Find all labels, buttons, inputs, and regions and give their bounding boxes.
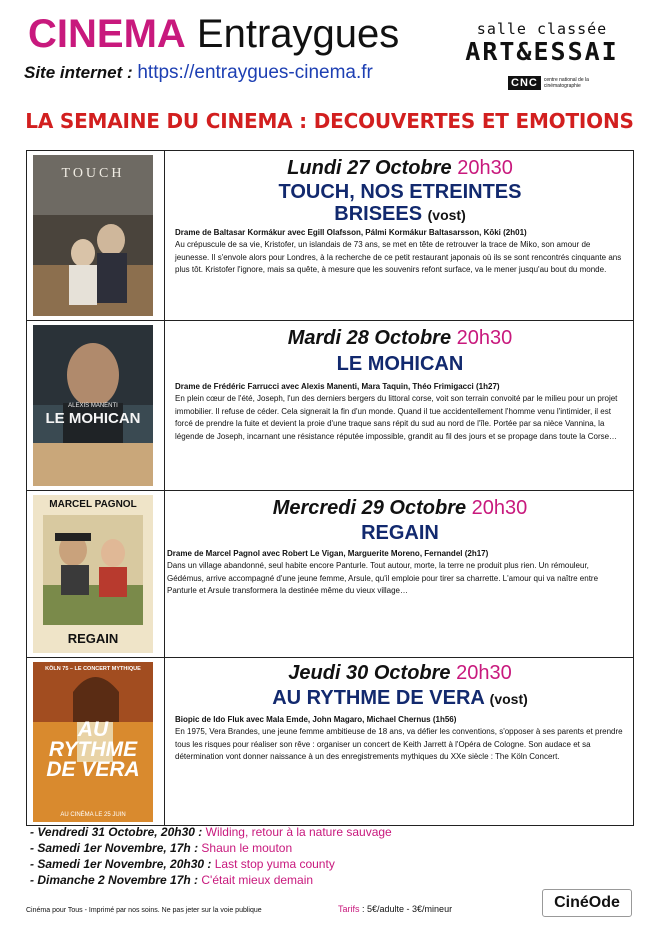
screening-row: [27, 151, 633, 321]
film-title: [167, 687, 633, 710]
poster-vera-title: AU RYTHME DE VERA: [46, 718, 140, 781]
screening-info: [167, 658, 633, 826]
screening-hour: 20h30: [457, 157, 513, 179]
screening-info: [167, 321, 633, 490]
cnc-logo-text: centre national de la cinématographie: [543, 77, 589, 89]
screening-hour: 20h30: [471, 497, 528, 519]
extra-when: - Vendredi 31 Octobre, 20h30 :: [30, 825, 206, 839]
cnc-logo: [508, 74, 604, 92]
screening-info: [167, 151, 633, 320]
film-title-line1: TOUCH, NOS ETREINTES: [278, 181, 522, 203]
screening-day: Jeudi 30 Octobre: [288, 662, 451, 684]
programme-table: [26, 150, 634, 826]
site-url-link[interactable]: https://entraygues-cinema.fr: [137, 62, 373, 83]
film-title: [167, 353, 633, 375]
screening-day: Lundi 27 Octobre: [287, 157, 452, 179]
tarifs: [338, 904, 452, 914]
film-synopsis: En plein cœur de l'été, Joseph, l'un des derniers bergers du littoral corse, voit son terrain convoité par le milieu pour un projet immobilier. Il refuse de céder. Cela signerait la fin d'un monde. Quand il tue accidentellement l'homme venu l'intimider, il est forcé de prendre la fuite et devient la proie d'une traque sans répit du sud au nord de l'île. Portée par sa nièce Vannina, la légende de Joseph, incarnant une résistance réputée impossible, grandit au fil des jours et se propage dans toute la Corse…: [175, 394, 618, 441]
art-essai-line1: salle classée: [476, 20, 608, 38]
screening-date: [167, 497, 633, 520]
extra-film: Wilding, retour à la nature sauvage: [205, 825, 392, 839]
extra-film: Shaun le mouton: [201, 841, 293, 855]
poster-cell: [27, 658, 165, 826]
poster-regain-author: MARCEL PAGNOL: [49, 499, 137, 510]
list-item: [30, 856, 392, 872]
art-essai-logo: [442, 20, 642, 66]
site-label: Site internet :: [24, 63, 138, 82]
poster-mohican-title: LE MOHICAN: [45, 410, 141, 427]
list-item: [30, 840, 392, 856]
poster-cell: [27, 151, 165, 320]
screening-row: [27, 321, 633, 491]
screening-date: [167, 662, 633, 685]
poster-touch: [33, 155, 153, 316]
screening-day: Mercredi 29 Octobre: [272, 497, 467, 519]
poster-cell: [27, 321, 165, 490]
screening-date: [167, 327, 633, 350]
poster-touch-title: TOUCH: [61, 166, 125, 181]
extra-when: - Dimanche 2 Novembre 17h :: [30, 873, 202, 887]
list-item: [30, 824, 392, 840]
website-line: [24, 62, 373, 84]
poster-regain: [33, 495, 153, 653]
tarifs-value: : 5€/adulte - 3€/mineur: [359, 904, 453, 914]
cineode-logo: CinéOde: [542, 889, 632, 917]
film-title-line1: AU RYTHME DE VERA: [272, 687, 485, 709]
extra-film: Last stop yuma county: [214, 857, 335, 871]
film-synopsis: Au crépuscule de sa vie, Kristofer, un islandais de 73 ans, se met en tête de retrouver la trace de Miko, son amour de jeunesse. Il s'envole alors pour Londres, à la recherche de ce petit restaurant japonais où ils se sont rencontrés cinquante ans plus tôt. Kristofer l'ignore, mais sa quête, à mesure que les souvenirs refont surface, va le mener jusqu'au bout du monde.: [175, 240, 622, 274]
brand-town: Entraygues: [196, 12, 400, 56]
screening-info: [167, 491, 633, 657]
cnc-logo-mark: CNC: [508, 76, 541, 90]
film-synopsis: En 1975, Vera Brandes, une jeune femme ambitieuse de 18 ans, va défier les conventions, s'opposer à ses parents et prendre tous les risques pour réaliser son rêve : organiser un concert de Keith Jarrett à l'Opéra de Cologne. Son audace et sa détermination vont donner naissance à un des enregistrements mythiques du XXe siècle : The Köln Concert.: [175, 727, 623, 761]
poster-mohican-actor: ALEXIS MANENTI: [68, 403, 118, 409]
page-headline: LA SEMAINE DU CINEMA : DECOUVERTES ET EMOTIONS: [25, 109, 634, 133]
brand-main: CINEMA: [28, 12, 186, 56]
screening-row: [27, 658, 633, 826]
film-credits: Drame de Baltasar Kormákur avec Egill Olafsson, Pálmi Kormákur Baltasarsson, Kōki (2h01): [175, 228, 527, 237]
cinema-brand: [28, 12, 399, 56]
film-credits: Drame de Frédéric Farrucci avec Alexis Manenti, Mara Taquin, Théo Frimigacci (1h27): [175, 382, 500, 391]
footer-note: Cinéma pour Tous - Imprimé par nos soins. Ne pas jeter sur la voie publique: [26, 907, 262, 914]
list-item: [30, 872, 392, 888]
film-synopsis: Dans un village abandonné, seul habite encore Panturle. Tout autour, morte, la terre ne produit plus rien. Un rémouleur, Gédémus, arrive accompagné d'une jeune femme, Arsule, qu'il emploie pour tirer sa charrette. L'amour qui va naître entre Panturle et Arsule transformera la destinée même du vieux village…: [167, 561, 599, 595]
film-title-line1: LE MOHICAN: [336, 353, 464, 375]
film-title-line1: REGAIN: [361, 522, 439, 544]
film-title-line2: BRISEES: [334, 203, 423, 225]
screening-hour: 20h30: [456, 327, 513, 349]
vost-label: (vost): [427, 207, 466, 223]
vost-label: (vost): [489, 691, 528, 707]
film-credits: Biopic de Ido Fluk avec Mala Emde, John Magaro, Michael Chernus (1h56): [175, 715, 457, 724]
film-credits: Drame de Marcel Pagnol avec Robert Le Vigan, Marguerite Moreno, Fernandel (2h17): [167, 549, 489, 558]
extra-screenings-list: [30, 824, 392, 888]
poster-regain-title: REGAIN: [67, 631, 119, 646]
screening-date: [167, 157, 633, 180]
screening-row: [27, 491, 633, 658]
art-essai-line2: ART&ESSAI: [465, 37, 619, 66]
poster-le-mohican: [33, 325, 153, 486]
poster-vera-tagline: KÖLN 75 – LE CONCERT MYTHIQUE: [45, 666, 141, 672]
poster-au-rythme-de-vera: [33, 662, 153, 822]
extra-when: - Samedi 1er Novembre, 20h30 :: [30, 857, 215, 871]
extra-film: C'était mieux demain: [201, 873, 314, 887]
screening-hour: 20h30: [456, 662, 512, 684]
film-title: [167, 522, 633, 544]
film-title: [167, 181, 633, 226]
poster-vera-date: AU CINÉMA LE 25 JUIN: [60, 812, 126, 818]
screening-day: Mardi 28 Octobre: [287, 327, 452, 349]
tarifs-label: Tarifs: [338, 904, 360, 914]
poster-cell: [27, 491, 165, 657]
extra-when: - Samedi 1er Novembre, 17h :: [30, 841, 202, 855]
